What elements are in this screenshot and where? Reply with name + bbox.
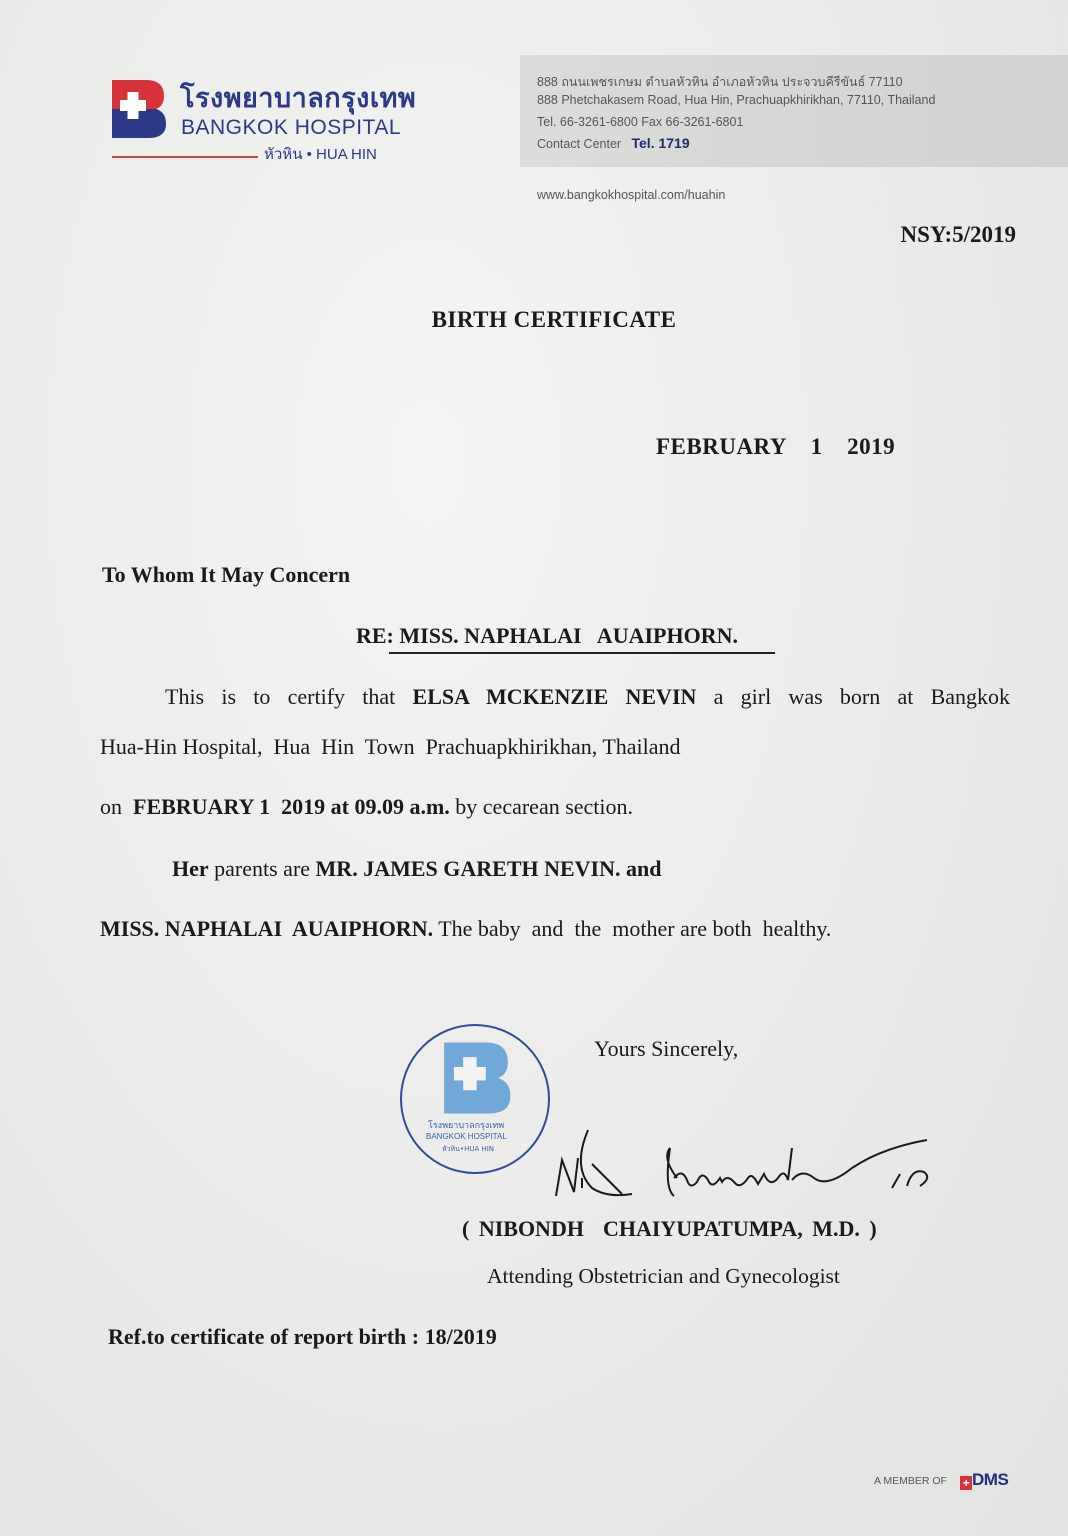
stamp-english: BANGKOK HOSPITAL (426, 1132, 507, 1141)
text: by cecarean section. (449, 794, 634, 819)
re-underline (389, 652, 775, 654)
dms-logo (960, 1470, 1008, 1490)
re-line: RE: MISS. NAPHALAI AUAIPHORN. (356, 623, 738, 648)
father-name: MR. JAMES GARETH NEVIN. and (315, 856, 662, 881)
logo-english-name: BANGKOK HOSPITAL (181, 116, 401, 139)
parents-line-1 (172, 856, 1068, 882)
birth-time: 09.09 a.m. (354, 794, 450, 819)
document-date: FEBRUARY 1 2019 (656, 434, 896, 459)
logo-branch: หัวหิน • HUA HIN (264, 146, 377, 163)
member-label: A MEMBER OF (874, 1475, 947, 1487)
hospital-stamp (400, 1024, 550, 1174)
text: on (100, 794, 128, 819)
text: The baby and the mother are both healthy. (433, 916, 832, 941)
address-thai: 888 ถนนเพชรเกษม ตำบลหัวหิน อำเภอหัวหิน ประจวบคีรีขันธ์ 77110 (537, 75, 903, 89)
text: a girl was born at Bangkok (696, 684, 1011, 709)
reference-number: NSY:5/2019 (900, 222, 1016, 247)
stamp-thai: โรงพยาบาลกรุงเทพ (428, 1121, 505, 1131)
birth-date: FEBRUARY 1 2019 (133, 794, 326, 819)
dms-text: DMS (972, 1470, 1009, 1489)
doctor-title: Attending Obstetrician and Gynecologist (487, 1264, 840, 1288)
child-name: ELSA MCKENZIE NEVIN (412, 684, 697, 709)
closing: Yours Sincerely, (594, 1036, 739, 1061)
certify-line-1 (100, 684, 1010, 710)
mother-name: MISS. NAPHALAI AUAIPHORN. (100, 916, 434, 941)
salutation: To Whom It May Concern (102, 562, 351, 587)
text: Her (172, 856, 209, 881)
contact-center-label: Contact Center (537, 137, 622, 151)
phone-fax: Tel. 66-3261-6800 Fax 66-3261-6801 (537, 115, 744, 129)
doctor-name: ( NIBONDH CHAIYUPATUMPA, M.D. ) (462, 1216, 877, 1241)
text: at (325, 794, 355, 819)
certificate-reference: Ref.to certificate of report birth : 18/2019 (108, 1324, 497, 1349)
stamp-logo-icon (440, 1040, 512, 1116)
text: This is to certify that (165, 684, 413, 709)
address-english: 888 Phetchakasem Road, Hua Hin, Prachuapkhirikhan, 77110, Thailand (537, 93, 936, 107)
certify-line-2: Hua-Hin Hospital, Hua Hin Town Prachuapkhirikhan, Thailand (100, 734, 681, 759)
hospital-logo-icon (110, 78, 166, 140)
stamp-branch: หัวหิน•HUA HIN (442, 1145, 495, 1153)
certify-line-3 (100, 794, 1010, 820)
signature (552, 1118, 952, 1208)
dms-cross-icon: + (960, 1476, 972, 1490)
logo-thai-name: โรงพยาบาลกรุงเทพ (180, 83, 417, 114)
document-title: BIRTH CERTIFICATE (431, 307, 677, 332)
website-link[interactable]: www.bangkokhospital.com/huahin (537, 188, 726, 202)
contact-center-tel: Tel. 1719 (631, 135, 690, 151)
contact-center (537, 135, 690, 151)
logo-divider (112, 156, 258, 158)
text: parents are (208, 856, 316, 881)
parents-line-2 (100, 916, 1010, 942)
